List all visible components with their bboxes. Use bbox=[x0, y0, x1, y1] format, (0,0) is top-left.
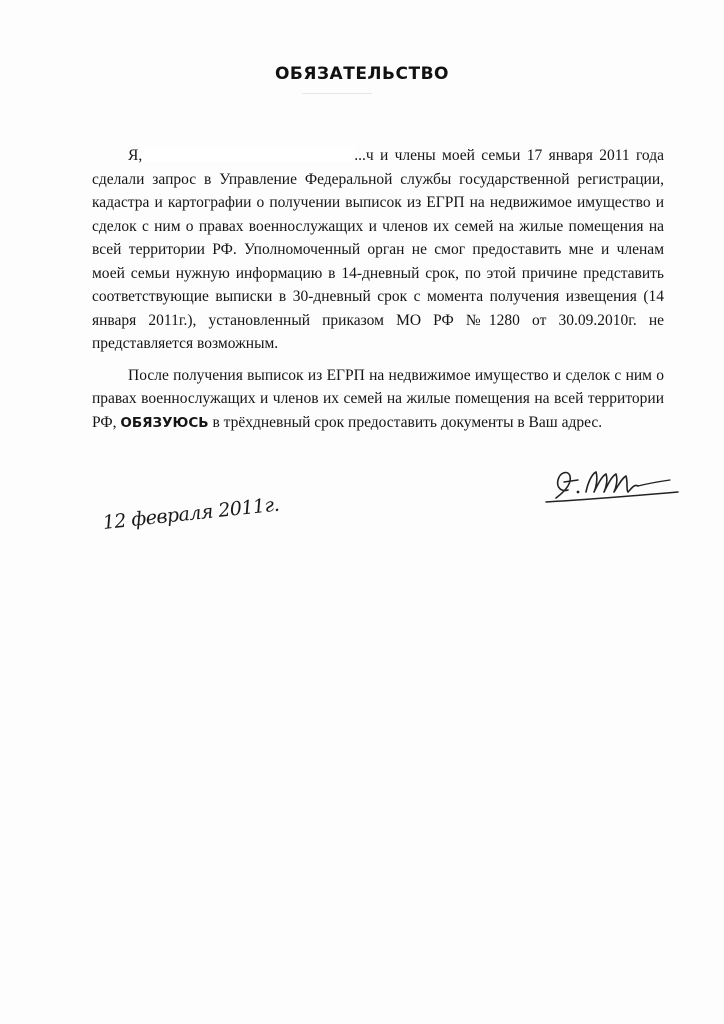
paragraph-2 bbox=[92, 364, 664, 436]
redacted-name bbox=[142, 148, 354, 162]
handwritten-signature bbox=[542, 462, 682, 504]
paragraph-1 bbox=[92, 144, 664, 356]
document-title: ОБЯЗАТЕЛЬСТВО bbox=[274, 64, 449, 84]
paragraph-1-text: и члены моей семьи 17 января 2011 года сделали запрос в Управление Федеральной службы государственной регистрации, кадастра и картографии о получении выписок из ЕГРП на недвижимое имущество и сделок с ним о правах военнослужащих и членов их семей на жилые помещения на всей территории РФ. Уполномоченный орган не смог предоставить мне и членам моей семьи нужную информацию в 14-дневный срок, по этой причине представить соответствующие выписки в 30-дневный срок с момента получения извещения (14 января 2011г.), установленный приказом МО РФ №1280 от 30.09.2010г. не представляется возможным. bbox=[92, 147, 664, 352]
paragraph-2-text-before: После получения выписок из ЕГРП на недвижимое имущество и сделок с ним о правах военнослужащих и членов их семей на жилые помещения на всей территории РФ, bbox=[92, 366, 664, 431]
paragraph-1-redacted-tail: ...ч bbox=[354, 147, 374, 164]
paragraph-2-emphasis: ОБЯЗУЮСЬ bbox=[120, 414, 209, 431]
paragraph-2-text-after: в трёхдневный срок предоставить документы в Ваш адрес. bbox=[208, 413, 603, 431]
document-body bbox=[92, 144, 664, 435]
handwritten-date: 12 февраля 2011г. bbox=[101, 493, 281, 534]
scan-artifact-line bbox=[302, 93, 372, 94]
paragraph-1-start: Я, bbox=[128, 147, 143, 164]
